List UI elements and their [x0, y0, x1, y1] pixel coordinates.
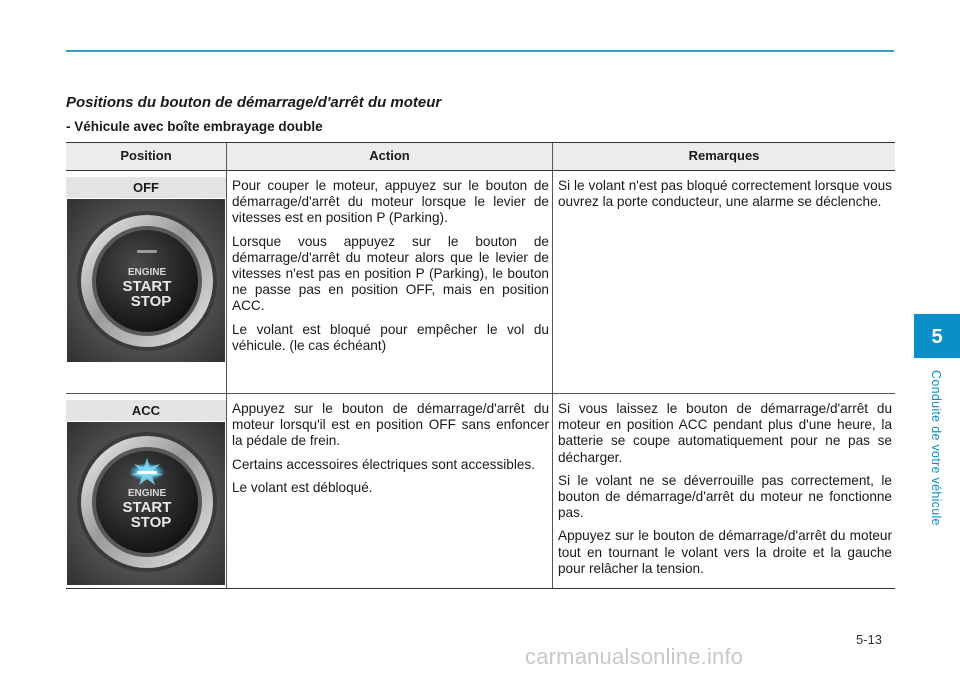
table-row — [66, 171, 895, 394]
action-cell — [227, 171, 553, 394]
action-text: Pour couper le moteur, appuyez sur le bouton de démarrage/d'arrêt du moteur lorsque le levier de vitesses est en position P (Parking). — [232, 178, 549, 226]
action-cell — [227, 394, 553, 589]
svg-text:STOP: STOP — [130, 293, 172, 310]
positions-table — [66, 142, 895, 589]
table-row — [66, 394, 895, 589]
header-rule — [66, 50, 894, 52]
action-text: Le volant est bloqué pour empêcher le vol du véhicule. (le cas échéant) — [232, 321, 549, 353]
section-subtitle: - Véhicule avec boîte embrayage double — [66, 119, 323, 134]
header-remarks: Remarques — [553, 143, 896, 171]
position-cell — [66, 394, 227, 589]
svg-text:START: START — [122, 278, 172, 295]
remarks-cell — [553, 394, 896, 589]
position-label: OFF — [66, 177, 226, 198]
remarks-cell — [553, 171, 896, 394]
chapter-number-tab: 5 — [914, 314, 960, 358]
header-position: Position — [66, 143, 227, 171]
remarks-text: Si le volant ne se déverrouille pas correctement, le bouton de démarrage/d'arrêt du moteur ne fonctionne pas. — [558, 472, 892, 521]
engine-start-stop-button-off-image — [67, 199, 225, 362]
remarks-text: Si le volant n'est pas bloqué correctement lorsque vous ouvrez la porte conducteur, une alarme se déclenche. — [558, 178, 892, 210]
engine-start-stop-button-acc-image — [67, 422, 225, 585]
chapter-title: Conduite de votre véhicule — [929, 370, 943, 526]
section-title: Positions du bouton de démarrage/d'arrêt du moteur — [66, 94, 442, 111]
remarks-text: Si vous laissez le bouton de démarrage/d'arrêt du moteur en position ACC pendant plus d'une heure, la batterie se coupe automatiquement pour ne pas se décharger. — [558, 401, 892, 465]
svg-text:START: START — [122, 499, 172, 516]
svg-text:STOP: STOP — [130, 514, 172, 531]
action-text: Lorsque vous appuyez sur le bouton de démarrage/d'arrêt du moteur alors que le levier de vitesses n'est pas en position P (Parking), le bouton ne passe pas en position OFF, mais en position ACC. — [232, 233, 549, 314]
watermark: carmanualsonline.info — [525, 644, 744, 669]
page-number: 5-13 — [856, 632, 883, 647]
action-text: Certains accessoires électriques sont accessibles. — [232, 456, 535, 472]
remarks-text: Appuyez sur le bouton de démarrage/d'arrêt du moteur tout en tournant le volant vers la droite et la gauche pour relâcher la tension. — [558, 528, 892, 576]
svg-text:ENGINE: ENGINE — [127, 488, 167, 499]
table-header-row — [66, 143, 895, 171]
svg-text:ENGINE: ENGINE — [127, 267, 167, 278]
action-text: Appuyez sur le bouton de démarrage/d'arrêt du moteur lorsqu'il est en position OFF sans enfoncer la pédale de frein. — [232, 401, 549, 449]
position-label: ACC — [66, 400, 226, 421]
header-action: Action — [227, 143, 553, 171]
action-text: Le volant est débloqué. — [232, 479, 373, 495]
position-cell — [66, 171, 227, 394]
